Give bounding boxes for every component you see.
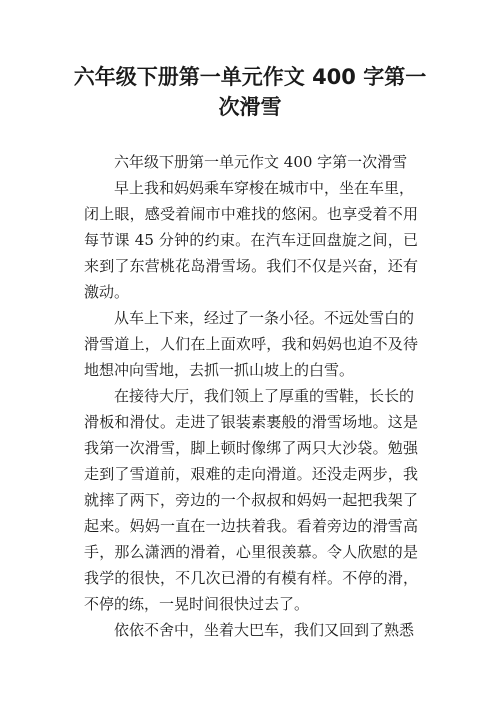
paragraph-line: 滑板和滑仗。走进了银装素裹般的滑雪场地。这是 xyxy=(84,413,418,431)
paragraph-line: 闭上眼，感受着闹市中难找的悠闲。也享受着不用 xyxy=(84,205,418,223)
document-body xyxy=(84,149,418,643)
title-line: 次滑雪 xyxy=(218,95,282,119)
document-title xyxy=(60,62,440,122)
paragraph-line: 不停的练，一晃时间很快过去了。 xyxy=(84,595,310,613)
paragraph-line: 从车上下来，经过了一条小径。不远处雪白的 xyxy=(114,309,415,327)
paragraph-line: 在接待大厅，我们领上了厚重的雪鞋，长长的 xyxy=(114,387,415,405)
title-line: 六年级下册第一单元作文 400 字第一 xyxy=(73,65,427,89)
paragraph-line: 走到了雪道前，艰难的走向滑道。还没走两步，我 xyxy=(84,465,418,483)
paragraph-line: 起来。妈妈一直在一边扶着我。看着旁边的滑雪高 xyxy=(84,517,418,535)
paragraph-line: 每节课 45 分钟的约束。在汽车迂回盘旋之间，已 xyxy=(84,231,418,249)
paragraph-line: 激动。 xyxy=(84,283,130,301)
paragraph-line: 依依不舍中，坐着大巴车，我们又回到了熟悉 xyxy=(114,621,415,639)
paragraph-line: 来到了东营桃花岛滑雪场。我们不仅是兴奋，还有 xyxy=(84,257,418,275)
subtitle-line: 六年级下册第一单元作文 400 字第一次滑雪 xyxy=(114,153,408,171)
paragraph-line: 我第一次滑雪，脚上顿时像绑了两只大沙袋。勉强 xyxy=(84,439,418,457)
paragraph-line: 就摔了两下，旁边的一个叔叔和妈妈一起把我架了 xyxy=(84,491,418,509)
paragraph-line: 滑雪道上，人们在上面欢呼，我和妈妈也迫不及待 xyxy=(84,335,418,353)
paragraph-line: 地想冲向雪地，去抓一抓山坡上的白雪。 xyxy=(84,361,355,379)
paragraph-line: 早上我和妈妈乘车穿梭在城市中，坐在车里， xyxy=(114,179,415,197)
paragraph-line: 手，那么潇洒的滑着，心里很羡慕。令人欣慰的是 xyxy=(84,543,418,561)
paragraph-line: 我学的很快，不几次已滑的有模有样。不停的滑， xyxy=(84,569,418,587)
